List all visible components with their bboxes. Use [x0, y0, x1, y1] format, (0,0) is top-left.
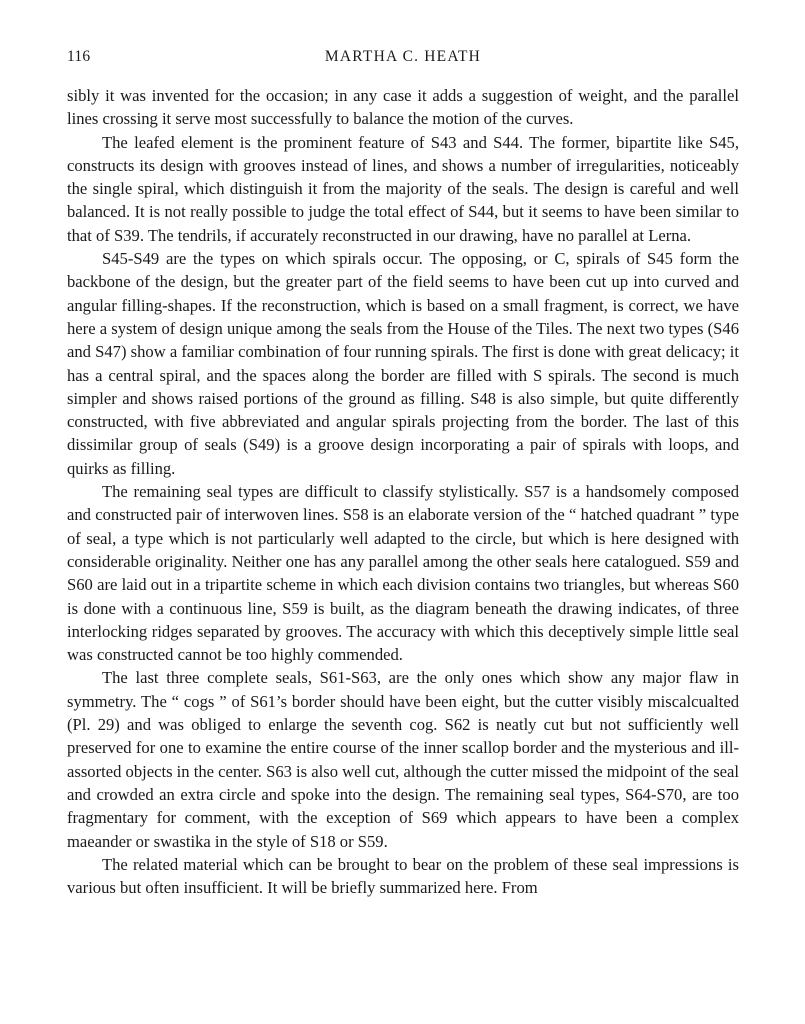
paragraph-spirals: S45-S49 are the types on which spirals occur. The opposing, or C, spirals of S45 form the backbone of the design, but the greater part of the field seems to have been cut up into curved and angular filling-shapes. If the reconstruction, which is based on a small fragment, is correct, we have here a system of design unique among the seals from the House of the Tiles. The next two types (S46 and S47) show a familiar combination of four running spirals. The first is done with great delicacy; it has a central spiral, and the spaces along the border are filled with S spirals. The second is much simpler and shows raised portions of the ground as filling. S48 is also simple, but quite differently constructed, with five abbreviated and angular spirals projecting from the border. The last of this dissimilar group of seals (S49) is a groove design incorporating a pair of spirals with loops, and quirks as filling.: [67, 249, 739, 478]
paragraph-continuation: sibly it was invented for the occasion; in any case it adds a suggestion of weight, and the parallel lines crossing it serve most successfully to balance the motion of the curves.: [67, 86, 739, 129]
paragraph-remaining-types: The remaining seal types are difficult to classify stylistically. S57 is a handsomely composed and constructed pair of interwoven lines. S58 is an elaborate version of the “ hatched quadrant ” type of seal, a type which is not particularly well adapted to the circle, but which is here designed with considerable originality. Neither one has any parallel among the other seals here catalogued. S59 and S60 are laid out in a tripartite scheme in which each division contains two triangles, but whereas S60 is done with a continuous line, S59 is built, as the diagram beneath the drawing indicates, of three interlocking ridges separated by grooves. The accuracy with which this deceptively simple little seal was constructed cannot be too highly commended.: [67, 482, 739, 665]
paragraph-complete-seals: The last three complete seals, S61-S63, are the only ones which show any major flaw in symmetry. The “ cogs ” of S61’s border should have been eight, but the cutter visibly miscalcualted (Pl. 29) and was obliged to enlarge the seventh cog. S62 is neatly cut but not sufficiently well preserved for one to examine the entire course of the inner scallop border and the mysterious and ill-assorted objects in the center. S63 is also well cut, although the cutter missed the midpoint of the seal and crowded an extra circle and spoke into the design. The remaining seal types, S64-S70, are too fragmentary for comment, with the exception of S69 which appears to have been a complex maeander or swastika in the style of S18 or S59.: [67, 668, 739, 851]
document-page: [67, 48, 739, 899]
page-header: [67, 48, 739, 70]
paragraph-related-material: The related material which can be brought to bear on the problem of these seal impressions is various but often insufficient. It will be briefly summarized here. From: [67, 854, 739, 898]
paragraph-leafed-element: The leafed element is the prominent feature of S43 and S44. The former, bipartite like S45, constructs its design with grooves instead of lines, and shows a number of irregularities, noticeably the single spiral, which distinguish it from the majority of the seals. The design is careful and well balanced. It is not really possible to judge the total effect of S44, but it seems to have been similar to that of S39. The tendrils, if accurately reconstructed in our drawing, have no parallel at Lerna.: [67, 132, 739, 245]
body-text: [67, 84, 739, 899]
page-number: 116: [67, 48, 91, 65]
running-head: MARTHA C. HEATH: [324, 48, 482, 65]
